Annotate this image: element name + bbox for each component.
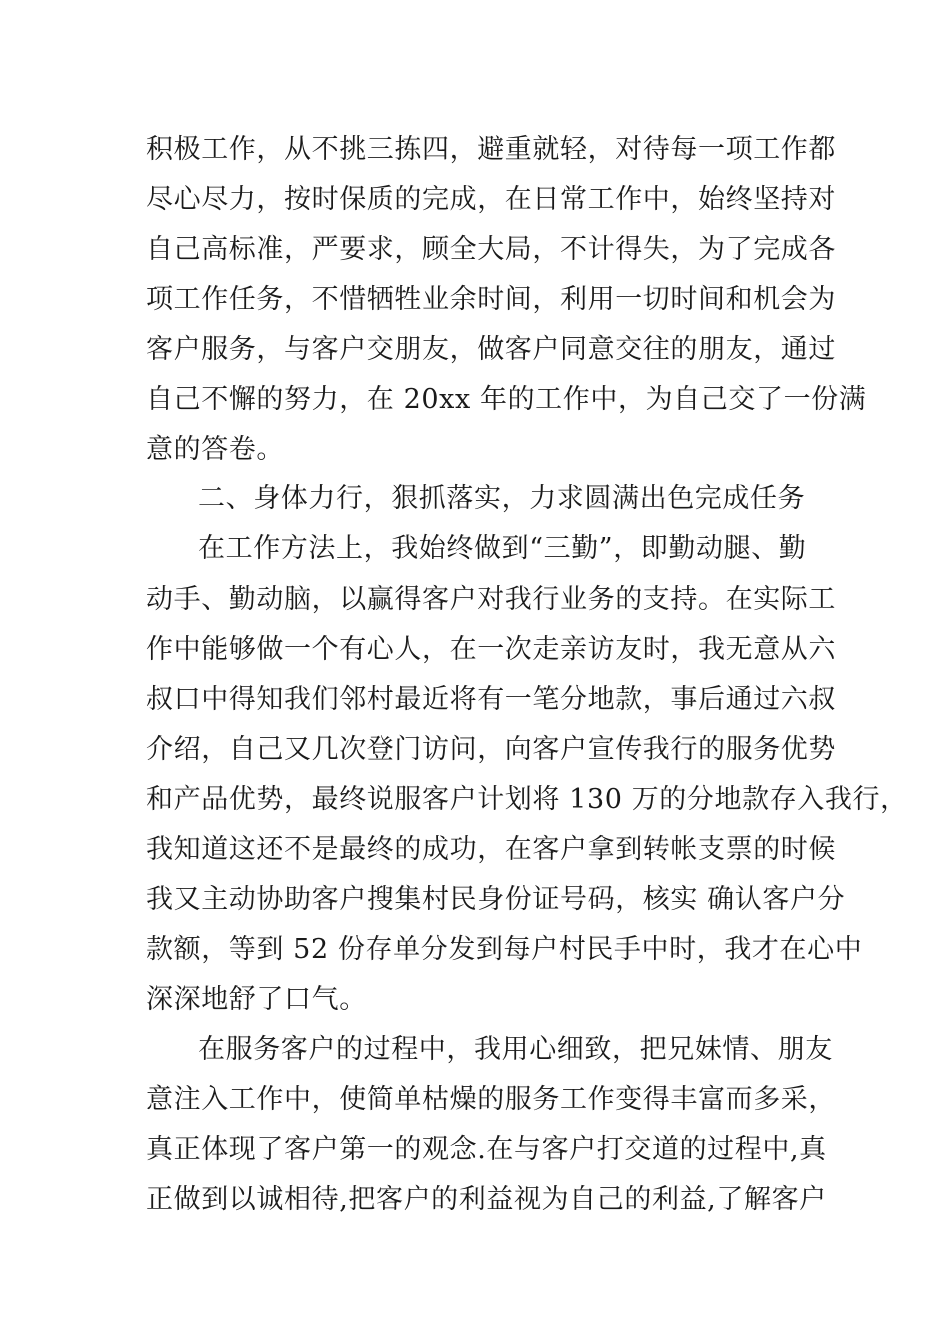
- text-line: 动手、勤动脑，以赢得客户对我行业务的支持。在实际工: [146, 584, 836, 615]
- text-line: 我又主动协助客户搜集村民身份证号码，核实 确认客户分: [146, 884, 846, 915]
- text-line: 尽心尽力，按时保质的完成，在日常工作中，始终坚持对: [146, 184, 836, 215]
- text-line: 我知道这还不是最终的成功，在客户拿到转帐支票的时候: [146, 834, 836, 865]
- section-heading: 二、身体力行，狠抓落实，力求圆满出色完成任务: [198, 483, 806, 514]
- text-line: 真正体现了客户第一的观念.在与客户打交道的过程中,真: [146, 1134, 827, 1165]
- text-line: 正做到以诚相待,把客户的利益视为自己的利益,了解客户: [146, 1184, 827, 1215]
- text-line: 叔口中得知我们邻村最近将有一笔分地款，事后通过六叔: [146, 684, 836, 715]
- text-line: 在工作方法上，我始终做到“三勤”，即勤动腿、勤: [198, 533, 807, 564]
- text-line: 自己不懈的努力，在 20xx 年的工作中，为自己交了一份满: [146, 384, 867, 415]
- text-line: 意注入工作中，使简单枯燥的服务工作变得丰富而多采，: [146, 1084, 836, 1115]
- text-line: 介绍，自己又几次登门访问，向客户宣传我行的服务优势: [146, 734, 836, 765]
- text-line: 深深地舒了口气。: [146, 984, 367, 1015]
- text-line: 和产品优势，最终说服客户计划将 130 万的分地款存入我行，: [146, 784, 908, 815]
- text-line: 客户服务，与客户交朋友，做客户同意交往的朋友，通过: [146, 334, 836, 365]
- text-line: 积极工作，从不挑三拣四，避重就轻，对待每一项工作都: [146, 134, 836, 165]
- text-line: 自己高标准，严要求，顾全大局，不计得失，为了完成各: [146, 234, 836, 265]
- text-line: 意的答卷。: [146, 434, 284, 465]
- text-line: 款额，等到 52 份存单分发到每户村民手中时，我才在心中: [146, 934, 863, 965]
- text-line: 在服务客户的过程中，我用心细致，把兄妹情、朋友: [198, 1034, 833, 1065]
- text-line: 项工作任务，不惜牺牲业余时间，利用一切时间和机会为: [146, 284, 836, 315]
- text-line: 作中能够做一个有心人，在一次走亲访友时，我无意从六: [146, 634, 836, 665]
